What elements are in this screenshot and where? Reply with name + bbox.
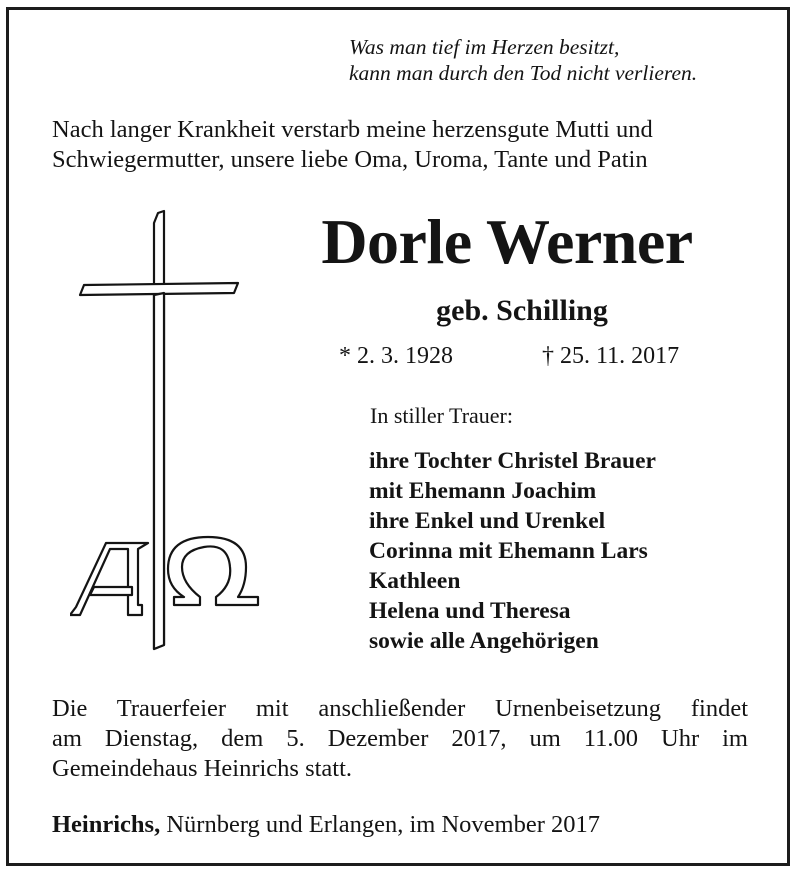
mourning-heading: In stiller Trauer: bbox=[370, 403, 513, 428]
motto-quote bbox=[349, 34, 697, 86]
funeral-info bbox=[52, 694, 748, 784]
funeral-line-1: Die Trauerfeier mit anschließender Urnenbeisetzung findet bbox=[52, 695, 748, 722]
mourner-item: ihre Enkel und Urenkel bbox=[369, 508, 606, 534]
death-date: † 25. 11. 2017 bbox=[542, 343, 680, 369]
birth-date: * 2. 3. 1928 bbox=[339, 343, 453, 369]
mourner-item: sowie alle Angehörigen bbox=[369, 628, 599, 654]
alpha-symbol bbox=[70, 543, 148, 615]
motto-line-1: Was man tief im Herzen besitzt, bbox=[349, 35, 620, 59]
mourner-item: mit Ehemann Joachim bbox=[369, 478, 597, 504]
closing-rest: Nürnberg und Erlangen, im November 2017 bbox=[160, 811, 600, 838]
intro-line-2: Schwiegermutter, unsere liebe Oma, Uroma, Tante und Patin bbox=[52, 146, 648, 173]
intro-text bbox=[52, 115, 752, 175]
mourner-item: ihre Tochter Christel Brauer bbox=[369, 448, 656, 474]
funeral-line-3: Gemeindehaus Heinrichs statt. bbox=[52, 755, 353, 782]
funeral-line-2: am Dienstag, dem 5. Dezember 2017, um 11.00 Uhr im bbox=[52, 725, 748, 752]
mourner-item: Helena und Theresa bbox=[369, 598, 571, 624]
closing-place: Heinrichs, bbox=[52, 811, 161, 838]
mourner-item: Kathleen bbox=[369, 568, 461, 594]
mourners-list bbox=[369, 446, 656, 656]
closing-line bbox=[52, 810, 600, 840]
deceased-name: Dorle Werner bbox=[321, 206, 693, 277]
intro-line-1: Nach langer Krankheit verstarb meine herzensgute Mutti und bbox=[52, 116, 653, 143]
omega-symbol bbox=[168, 537, 258, 605]
maiden-name: geb. Schilling bbox=[436, 294, 608, 327]
motto-line-2: kann man durch den Tod nicht verlieren. bbox=[349, 61, 698, 85]
cross-alpha-omega-icon bbox=[70, 205, 270, 655]
mourner-item: Corinna mit Ehemann Lars bbox=[369, 538, 648, 564]
